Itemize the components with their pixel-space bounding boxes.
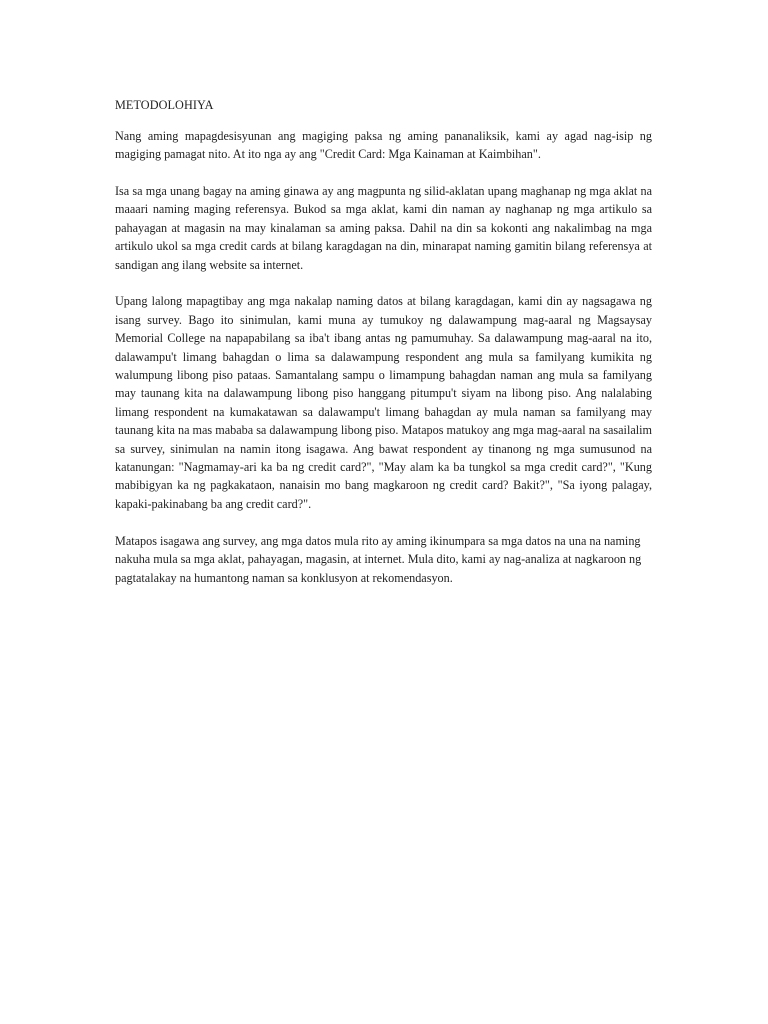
paragraph-topic-selection: Nang aming mapagdesisyunan ang magiging paksa ng aming pananaliksik, kami ay agad nag-isip ng magiging pamagat nito. At ito nga ay ang "Credit Card: Mga Kainaman at Kaimbihan". [115,128,652,162]
document-heading: METODOLOHIYA [115,98,214,112]
document-body [115,96,652,605]
paragraph-analysis: Matapos isagawa ang survey, ang mga datos mula rito ay aming ikinumpara sa mga datos na una na naming nakuha mula sa mga aklat, pahayagan, magasin, at internet. Mula dito, kami ay nag-analiza at nagkaroon ng pagtatalakay na humantong naman sa konklusyon at rekomendasyon. [115,533,642,585]
paragraph-survey: Upang lalong mapagtibay ang mga nakalap naming datos at bilang karagdagan, kami din ay nagsagawa ng isang survey. Bago ito sinimulan, kami muna ay tumukoy ng dalawampung mag-aaral ng Magsaysay Memorial College na napapabilang sa iba't ibang antas ng pamumuhay. Sa dalawampung mag-aaral na ito, dalawampu't limang bahagdan o lima sa dalawampung respondent ang mula sa familyang kumikita ng walumpung libong piso pataas. Samantalang sampu o limampung bahagdan naman ang mula sa familyang may taunang kita na dalawampung libong piso hanggang pitumpu't siyam na libong piso. Ang nalalabing limang respondent na kumakatawan sa dalawampu't limang bahagdan ay mula naman sa familyang may taunang kita na mas mababa sa dalawampung libong piso. Matapos matukoy ang mga mag-aaral na sasailalim sa survey, sinimulan na namin itong isagawa. Ang bawat respondent ay tinanong ng mga sumusunod na katanungan: "Nagmamay-ari ka ba ng credit card?", "May alam ka ba tungkol sa mga credit card?", "Kung mabibigyan ka ng pagkakataon, nanaisin mo bang magkaroon ng credit card? Bakit?", "Sa iyong palagay, kapaki-pakinabang ba ang credit card?". [115,294,652,511]
paragraph-library-research: Isa sa mga unang bagay na aming ginawa ay ang magpunta ng silid-aklatan upang maghanap ng mga aklat na maaari naming maging referensya. Bukod sa mga aklat, kami din naman ay naghanap ng mga artikulo sa pahayagan at magasin na may kinalaman sa aming paksa. Dahil na din sa kokonti ang nakalimbag na mga artikulo ukol sa mga credit cards at bilang karagdagan na din, minarapat naming gamitin bilang referensya at sandigan ang ilang website sa internet. [115,184,652,272]
